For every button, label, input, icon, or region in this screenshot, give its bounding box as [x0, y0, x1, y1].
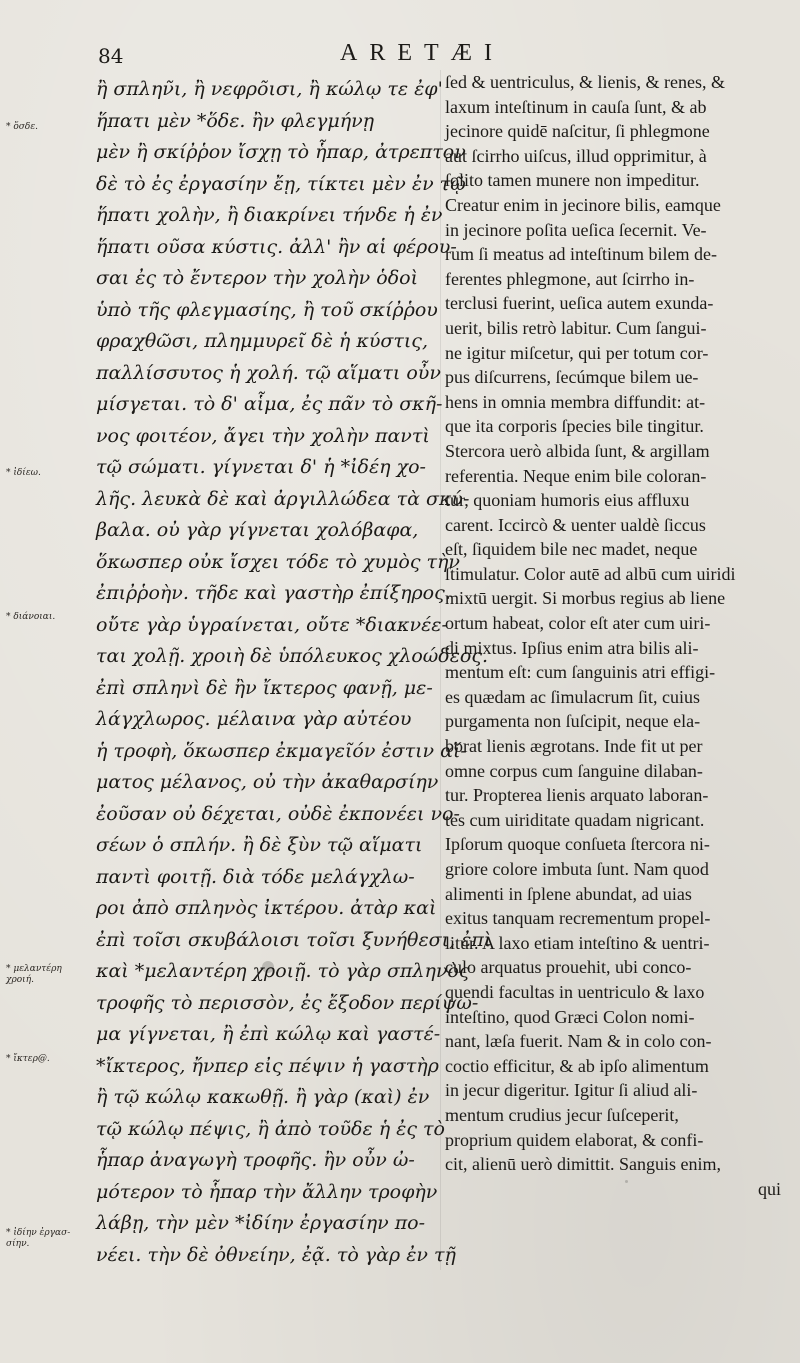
greek-text-line: ἡ τροφὴ, ὅκωσπερ ἐκμαγεῖόν ἐστιν αἵ- [96, 739, 467, 762]
greek-text-line: φραχθῶσι, πλημμυρεῖ δὲ ἡ κύστις, [96, 330, 428, 352]
greek-text-line: ἢ σπλην̃ι, ἢ νεφρο̃ισι, ἢ κώλῳ τε ἐφ' [96, 78, 443, 100]
latin-text-column [445, 70, 781, 1201]
latin-text-line: in jecinore poſita ueſica ſecernit. Ve- [445, 219, 707, 240]
catchword: qui [757, 1178, 781, 1199]
latin-text-line: ſtimulatur. Color autē ad albū cum uiridi [445, 563, 736, 584]
greek-text-line: ἧπαρ ἀναγωγὴ τροφῆς. ἢν οὖν ὠ- [96, 1149, 415, 1171]
latin-text-line: Stercora uerò albida ſunt, & argillam [445, 440, 710, 461]
greek-text-line: ἐπὶ σπληνὶ δὲ ἢν ἴκτερος φανῇ, με- [96, 676, 433, 699]
latin-text-line: quendi facultas in uentriculo & laxo [445, 981, 705, 1002]
greek-text-line: ροι ἀπὸ σπληνὸς ἰκτέρου. ἀτὰρ καὶ [96, 897, 437, 919]
running-head: ARETÆI [340, 40, 504, 66]
margin-note: * μελαντέρη χροιή. [6, 964, 62, 985]
greek-text-line: καὶ *μελαντέρη χροιῇ. τὸ γὰρ σπληνὸς [96, 960, 470, 982]
latin-text-line: es quædam ac ſimulacrum ſit, cuius [445, 686, 700, 707]
latin-text-line: mixtū uergit. Si morbus regius ab liene [445, 588, 726, 609]
latin-text-line: referentia. Neque enim bile coloran- [445, 465, 707, 486]
latin-text-line: jecinore quidē naſcitur, ſi phlegmone [445, 121, 710, 142]
greek-text-line: ματος μέλανος, οὐ τὴν ἀκαθαρσίην [96, 771, 439, 793]
greek-text-line: ἐοῦσαν οὐ δέχεται, οὐδὲ ἐκπονέει νο- [96, 802, 460, 825]
latin-text-line: pus diſcurrens, ſecúmque bilem ue- [445, 367, 699, 388]
greek-text-line: σέων ὁ σπλήν. ἢ δὲ ξὺν τῷ αἵματι [96, 834, 423, 856]
greek-text-line: μίσγεται. τὸ δ' αἷμα, ἐς πα̃ν τὸ σκῆ- [96, 393, 443, 415]
greek-text-line: δὲ τὸ ἐς ἐργασίην ἔῃ, τίκτει μὲν ἐν τῷ [96, 172, 466, 195]
greek-text-column [96, 74, 492, 1271]
latin-text-line: culo arquatus prouehit, ubi conco- [445, 957, 692, 978]
greek-text-line: σαι ἐς τὸ ἔντερον τὴν χολὴν ὁδοὶ [96, 267, 419, 289]
latin-text-line: ne igitur miſcetur, qui per totum cor- [445, 342, 709, 363]
latin-text-line: di mixtus. Ipſius enim atra bilis ali- [445, 637, 699, 658]
latin-text-line: ortum habeat, color eſt ater cum uiri- [445, 613, 711, 634]
greek-text-line: μὲν ἢ σκίῤῥον ἴσχῃ τὸ ἧπαρ, ἀτρεπτον [96, 141, 466, 163]
greek-text-line: νος φοιτέον, ἄγει τὴν χολὴν παντὶ [96, 424, 430, 447]
latin-text-line: griore colore imbuta ſunt. Nam quod [445, 859, 709, 879]
margin-note: * ἴκτερ@. [6, 1054, 50, 1064]
greek-text-line: ἥπατι ου̃σα κύστις. ἀλλ' ἢν αἱ φέρου- [96, 235, 457, 258]
greek-text-line: νέει. τὴν δὲ ὀθνείην, ἐᾷ. τὸ γὰρ ἐν τῇ [96, 1243, 456, 1266]
greek-text-line: ται χολῇ. χροιὴ δὲ ὑπόλευκος χλοώδεος. [96, 645, 489, 667]
greek-text-line: ὑπὸ τῆς φλεγμασίης, ἢ του̃ σκίῤῥου [96, 298, 438, 321]
latin-text-line: aut ſcirrho uiſcus, illud opprimitur, à [445, 145, 707, 166]
greek-text-line: παλλίσσυτος ἡ χολή. τῷ αἵματι οὖν [96, 361, 441, 384]
greek-text-line: ἥπατι χολὴν, ἢ διακρίνει τήνδε ἡ ἐν [96, 204, 443, 226]
latin-text-line: cit, alienū uerò dimittit. Sanguis enim, [445, 1154, 721, 1175]
latin-text-line: uerit, bilis retrò labitur. Cum ſangui- [445, 317, 707, 338]
latin-text-line: inteſtino, quod Græci Colon nomi- [445, 1006, 695, 1027]
greek-text-line: μα γίγνεται, ἢ ἐπὶ κώλῳ καὶ γαστέ- [96, 1023, 441, 1045]
latin-text-line: nant, læſa fuerit. Nam & in colo con- [445, 1031, 712, 1052]
greek-text-line: ἐπιῤῥοὴν. τῆδε καὶ γαστὴρ ἐπίξηρος. [96, 582, 451, 604]
latin-text-line: tur. Propterea lienis arquato laboran- [445, 785, 709, 806]
greek-text-line: ἢ τῷ κώλῳ κακωθῇ. ἢ γὰρ (καὶ) ἐν [96, 1086, 430, 1108]
margin-note: * ἰδίην ἐργασ-σίην. [6, 1228, 71, 1249]
greek-text-line: βαλα. οὐ γὰρ γίγνεται χολόβαφα, [96, 519, 419, 541]
greek-text-line: *ἴκτερος, ἤνπερ εἰς πέψιν ἡ γαστὴρ [96, 1054, 439, 1077]
greek-text-line: οὔτε γὰρ ὑγραίνεται, οὔτε *διακνέε- [96, 613, 448, 636]
latin-text-line: Creatur enim in jecinore bilis, eamque [445, 194, 721, 215]
latin-text-line: alimenti in ſplene abundat, ad uias [445, 883, 692, 904]
latin-text-line: hens in omnia membra diffundit: at- [445, 391, 706, 412]
ink-speck [625, 1180, 628, 1183]
latin-text-line: eſt, ſiquidem bile nec madet, neque [445, 539, 698, 560]
latin-text-line: purgamenta non ſuſcipit, neque ela- [445, 711, 701, 732]
page-number: 84 [98, 44, 124, 68]
greek-text-line: μότερον τὸ ἧπαρ τὴν ἄλλην τροφὴν [96, 1180, 438, 1203]
latin-text-line: litur. A laxo etiam inteſtino & uentri- [445, 932, 710, 953]
latin-text-line: que ita corporis ſpecies bile tingitur. [445, 416, 704, 437]
latin-text-line: borat lienis ægrotans. Inde fit ut per [445, 736, 703, 757]
latin-text-line: proprium quidem elaborat, & confi- [445, 1129, 704, 1150]
latin-text-line: Ipſorum quoque conſueta ſtercora ni- [445, 834, 710, 855]
greek-text-line: παντὶ φοιτῇ. διὰ τόδε μελάγχλω- [96, 865, 415, 888]
greek-text-line: λάγχλωρος. μέλαινα γὰρ αὐτέου [96, 708, 412, 730]
greek-text-line: λάβῃ, τὴν μὲν *ἰδίην ἐργασίην πο- [96, 1212, 426, 1234]
latin-text-line: mentum eſt: cum ſanguinis atri effigi- [445, 662, 716, 683]
margin-note: * ὅσδε. [6, 122, 39, 132]
latin-text-line: in jecur digeritur. Igitur ſi aliud ali- [445, 1080, 698, 1101]
latin-text-line: tur, quoniam humoris eius affluxu [445, 490, 690, 511]
latin-text-line: mentum crudius jecur ſuſceperit, [445, 1104, 679, 1125]
greek-text-line: ἐπὶ τοῖσι σκυβάλοισι τοῖσι ξυνήθεσι, ἐπὶ [96, 928, 492, 951]
greek-text-line: τροφῆς τὸ περισσὸν, ἐς ἔξοδον περίψω- [96, 991, 479, 1014]
latin-text-line: omne corpus cum ſanguine dilaban- [445, 760, 703, 781]
latin-text-line: laxum inteſtinum in cauſa ſunt, & ab [445, 96, 707, 117]
latin-text-line: coctio efficitur, & ab ipſo alimentum [445, 1055, 709, 1076]
latin-text-line: ferentes phlegmone, aut ſcirrho in- [445, 268, 695, 289]
margin-note: * ἰδίεω. [6, 468, 41, 478]
latin-text-line: ſolito tamen munere non impeditur. [445, 170, 700, 191]
latin-text-line: rum ſi meatus ad inteſtinum bilem de- [445, 244, 717, 265]
greek-text-line: ἥπατι μὲν *ὅδε. ἢν φλεγμήνῃ [96, 109, 375, 132]
greek-text-line: λῆς. λευκὰ δὲ καὶ ἀργιλλώδεα τὰ σκύ- [96, 487, 470, 510]
greek-text-line: τῷ κώλῳ πέψις, ἢ ἀπὸ του̃δε ἡ ἐς τὸ [96, 1117, 445, 1140]
margin-note: * διάνοιαι. [6, 612, 56, 622]
latin-text-line: carent. Iccircò & uenter ualdè ſiccus [445, 514, 706, 535]
latin-text-line: terclusi fuerint, ueſica autem exunda- [445, 293, 714, 314]
ink-speck [262, 961, 274, 973]
greek-text-line: τῷ σώματι. γίγνεται δ' ἡ *ἰδέη χο- [96, 456, 426, 478]
latin-text-line: ſed & uentriculus, & lienis, & renes, & [445, 72, 725, 92]
greek-text-line: ὅκωσπερ οὐκ ἴσχει τόδε τὸ χυμὸς τὴν [96, 550, 460, 573]
latin-text-line: tes cum uiriditate quadam nigricant. [445, 809, 705, 830]
latin-text-line: exitus tanquam recrementum propel- [445, 908, 711, 929]
